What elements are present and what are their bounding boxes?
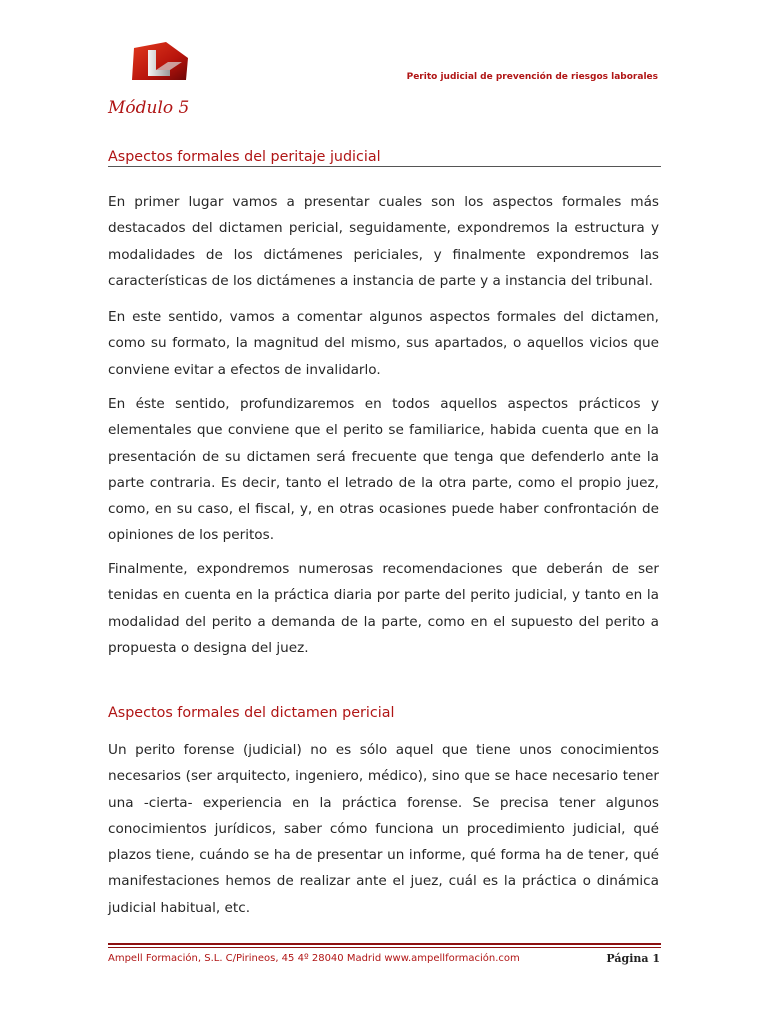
footer-address: Ampell Formación, S.L. C/Pirineos, 45 4º 28040 Madrid www.ampellformación.com xyxy=(108,953,520,964)
publisher-logo-icon xyxy=(130,40,190,82)
page-number: Página 1 xyxy=(606,952,660,965)
section-title-peritaje: Aspectos formales del peritaje judicial xyxy=(108,149,381,165)
module-title: Módulo 5 xyxy=(108,98,190,118)
section-divider xyxy=(108,166,661,167)
paragraph: Finalmente, expondremos numerosas recomendaciones que deberán de ser tenidas en cuenta en la práctica diaria por parte del perito judicial, y tanto en la modalidad del perito a demanda de la parte, como en el supuesto del perito a propuesta o designa del juez. xyxy=(108,561,659,656)
paragraph: En primer lugar vamos a presentar cuales son los aspectos formales más destacados del dictamen pericial, seguidamente, expondremos la estructura y modalidades de los dictámenes periciales, y finalmente expondremos las características de los dictámenes a instancia de parte y a instancia del tribunal. xyxy=(108,194,659,289)
footer-divider xyxy=(108,947,661,948)
section-title-dictamen: Aspectos formales del dictamen pericial xyxy=(108,705,395,721)
paragraph: Un perito forense (judicial) no es sólo aquel que tiene unos conocimientos necesarios (ser arquitecto, ingeniero, médico), sino que se hace necesario tener una -cierta- experiencia en la práctica forense. Se precisa tener algunos conocimientos jurídicos, saber cómo funciona un procedimiento judicial, qué plazos tiene, cuándo se ha de presentar un informe, qué forma ha de tener, qué manifestaciones hemos de realizar ante el juez, cuál es la práctica o dinámica judicial habitual, etc. xyxy=(108,742,659,916)
paragraph: En este sentido, vamos a comentar algunos aspectos formales del dictamen, como su formato, la magnitud del mismo, sus apartados, o aquellos vicios que conviene evitar a efectos de invalidarlo. xyxy=(108,309,659,378)
footer-divider xyxy=(108,943,661,945)
header-tagline: Perito judicial de prevención de riesgos laborales xyxy=(406,72,658,82)
paragraph: En éste sentido, profundizaremos en todos aquellos aspectos prácticos y elementales que conviene que el perito se familiarice, habida cuenta que en la presentación de su dictamen será frecuente que tenga que defenderlo ante la parte contraria. Es decir, tanto el letrado de la otra parte, como el propio juez, como, en su caso, el fiscal, y, en otras ocasiones puede haber confrontación de opiniones de los peritos. xyxy=(108,396,659,544)
